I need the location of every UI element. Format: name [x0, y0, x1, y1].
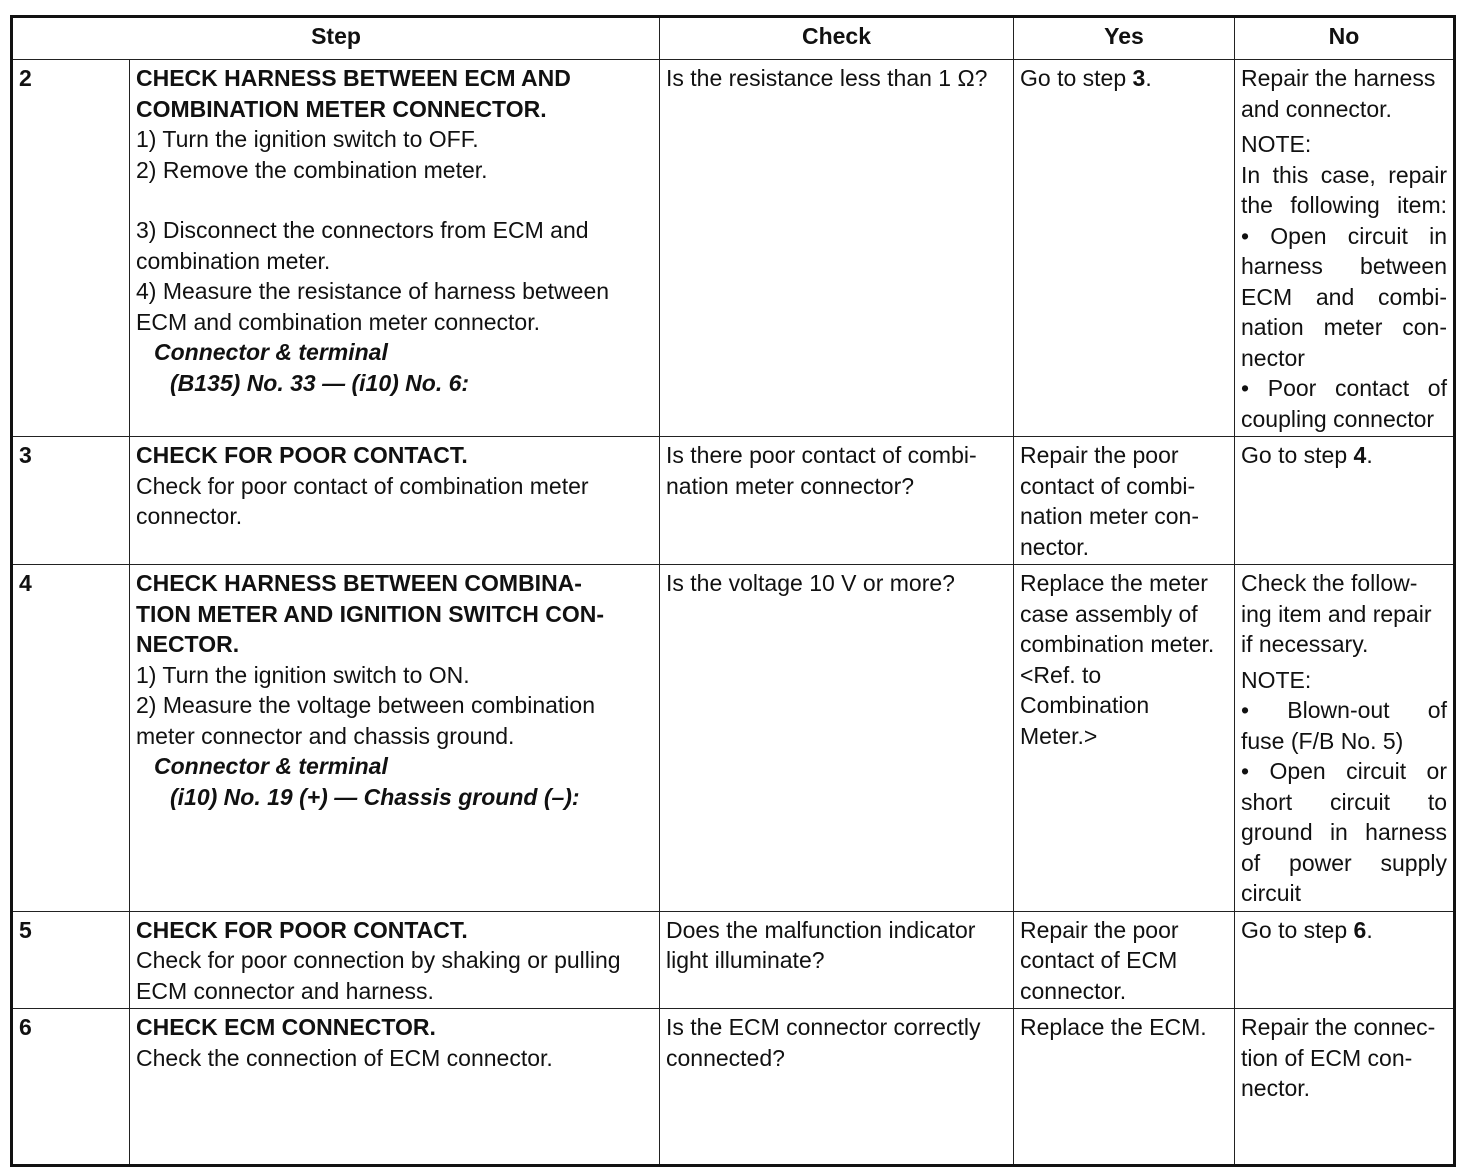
check-question — [660, 1009, 1014, 1166]
no-text: ing item and repair — [1241, 600, 1432, 627]
yes-text: <Ref. to — [1020, 661, 1102, 688]
check-question — [660, 437, 1014, 565]
step-reference: 3 — [1132, 65, 1146, 91]
yes-text: Combination — [1020, 692, 1150, 718]
note-line: harness between — [1241, 253, 1447, 279]
no-text: Repair the harness — [1241, 65, 1436, 91]
no-text: . — [1366, 916, 1373, 943]
no-text: . — [1366, 442, 1373, 468]
yes-text: nation meter con- — [1020, 503, 1199, 529]
step-number: 3 — [12, 437, 130, 565]
step-instruction: 2) Measure the voltage between combination — [136, 692, 596, 718]
no-text: Repair the connec- — [1241, 1014, 1436, 1040]
note-line: • Poor contact of — [1241, 375, 1447, 401]
header-check: Check — [660, 17, 1014, 60]
yes-text: Meter.> — [1020, 722, 1098, 749]
no-text: Check the follow- — [1241, 570, 1418, 596]
note-line: ECM and combi- — [1241, 283, 1447, 310]
yes-text: . — [1145, 65, 1152, 91]
diagnostic-table — [10, 15, 1456, 1167]
step-description — [130, 911, 660, 1009]
step-instruction: ECM and combination meter connector. — [136, 308, 540, 335]
step-instruction: connector. — [136, 503, 243, 529]
header-step: Step — [12, 17, 660, 60]
check-line: Is the ECM connector correctly — [666, 1014, 981, 1040]
yes-action — [1014, 60, 1235, 437]
step-reference: 6 — [1353, 916, 1367, 943]
header-row — [12, 17, 1455, 60]
no-action — [1235, 60, 1455, 437]
step-title: CHECK ECM CONNECTOR. — [136, 1014, 436, 1040]
step-instruction: meter connector and chassis ground. — [136, 722, 515, 749]
check-question: Is the voltage 10 V or more? — [660, 565, 1014, 912]
step-title-line: CHECK HARNESS BETWEEN COMBINA- — [136, 570, 582, 596]
step-description — [130, 437, 660, 565]
step-description — [130, 1009, 660, 1166]
note-line: of power supply — [1241, 849, 1447, 876]
table-row-step-2 — [12, 60, 1455, 437]
table-row-step-3 — [12, 437, 1455, 565]
step-reference: 4 — [1353, 442, 1367, 468]
yes-action — [1014, 437, 1235, 565]
yes-text: nector. — [1020, 533, 1090, 560]
step-number: 4 — [12, 565, 130, 912]
step-instruction: 3) Disconnect the connectors from ECM and — [136, 217, 589, 243]
no-text: Go to step — [1241, 916, 1354, 943]
no-action — [1235, 565, 1455, 912]
no-action — [1235, 911, 1455, 1009]
connector-spec: (B135) No. 33 — (i10) No. 6: — [170, 369, 470, 396]
yes-text: connector. — [1020, 977, 1127, 1004]
spacer — [136, 185, 653, 215]
note-line: circuit — [1241, 880, 1302, 906]
step-title-line: CHECK HARNESS BETWEEN ECM AND — [136, 65, 571, 91]
step-instruction: 1) Turn the ignition switch to ON. — [136, 661, 470, 688]
connector-label: Connector & terminal — [154, 753, 388, 779]
step-description — [130, 60, 660, 437]
step-instruction: Check the connection of ECM connector. — [136, 1044, 553, 1071]
note-line: coupling connector — [1241, 405, 1435, 432]
step-description — [130, 565, 660, 912]
note-line: In this case, repair — [1241, 161, 1447, 188]
step-number: 2 — [12, 60, 130, 437]
step-instruction: 2) Remove the combination meter. — [136, 156, 488, 183]
step-title-line: TION METER AND IGNITION SWITCH CON- — [136, 600, 605, 627]
yes-text: Replace the meter — [1020, 570, 1208, 596]
yes-text: combination meter. — [1020, 631, 1215, 657]
table-row-step-6 — [12, 1009, 1455, 1166]
connector-label: Connector & terminal — [154, 339, 388, 365]
yes-action — [1014, 911, 1235, 1009]
no-text: tion of ECM con- — [1241, 1044, 1413, 1071]
note-line: ground in harness — [1241, 819, 1447, 845]
no-text: nector. — [1241, 1075, 1311, 1101]
step-title-line: COMBINATION METER CONNECTOR. — [136, 95, 547, 122]
note-line: • Open circuit in — [1241, 222, 1447, 249]
check-line: Does the malfunction indicator — [666, 916, 976, 943]
header-yes: Yes — [1014, 17, 1235, 60]
check-line: Is there poor contact of combi- — [666, 442, 977, 468]
yes-text: Repair the poor — [1020, 442, 1179, 468]
step-instruction: 1) Turn the ignition switch to OFF. — [136, 126, 479, 152]
connector-spec: (i10) No. 19 (+) — Chassis ground (–): — [170, 783, 580, 810]
note-line: nector — [1241, 344, 1305, 371]
check-line: connected? — [666, 1044, 785, 1071]
check-line: nation meter connector? — [666, 472, 915, 499]
step-title — [136, 63, 653, 124]
check-line: light illuminate? — [666, 947, 825, 973]
note-line: • Open circuit or — [1241, 758, 1447, 784]
note-line: • Blown-out of — [1241, 697, 1447, 723]
yes-action — [1014, 565, 1235, 912]
check-question: Is the resistance less than 1 Ω? — [660, 60, 1014, 437]
step-title — [136, 568, 653, 660]
yes-text: case assembly of — [1020, 600, 1198, 627]
step-instruction: Check for poor contact of combination meter — [136, 472, 589, 499]
yes-action: Replace the ECM. — [1014, 1009, 1235, 1166]
no-action — [1235, 437, 1455, 565]
no-text: Go to step — [1241, 442, 1354, 468]
step-title-line: NECTOR. — [136, 631, 240, 657]
yes-text: Go to step — [1020, 65, 1133, 91]
step-title: CHECK FOR POOR CONTACT. — [136, 916, 468, 943]
header-no: No — [1235, 17, 1455, 60]
table-row-step-5 — [12, 911, 1455, 1009]
step-instruction: 4) Measure the resistance of harness between — [136, 278, 610, 304]
yes-text: contact of combi- — [1020, 472, 1196, 499]
note-line: the following item: — [1241, 192, 1447, 218]
step-number: 6 — [12, 1009, 130, 1166]
table-row-step-4 — [12, 565, 1455, 912]
no-action — [1235, 1009, 1455, 1166]
note-label: NOTE: — [1241, 131, 1312, 157]
step-instruction: Check for poor connection by shaking or pulling — [136, 947, 621, 973]
step-title: CHECK FOR POOR CONTACT. — [136, 442, 468, 468]
no-text: if necessary. — [1241, 631, 1369, 657]
yes-text: Repair the poor — [1020, 916, 1179, 943]
note-line: short circuit to — [1241, 788, 1447, 815]
step-instruction: combination meter. — [136, 247, 331, 274]
yes-text: contact of ECM — [1020, 947, 1178, 973]
step-number: 5 — [12, 911, 130, 1009]
note-line: fuse (F/B No. 5) — [1241, 727, 1404, 754]
note-label: NOTE: — [1241, 666, 1312, 693]
diagnostic-procedure-page — [10, 15, 1453, 1167]
no-text: and connector. — [1241, 95, 1392, 122]
note-line: nation meter con- — [1241, 314, 1447, 340]
check-question — [660, 911, 1014, 1009]
step-instruction: ECM connector and harness. — [136, 977, 434, 1004]
